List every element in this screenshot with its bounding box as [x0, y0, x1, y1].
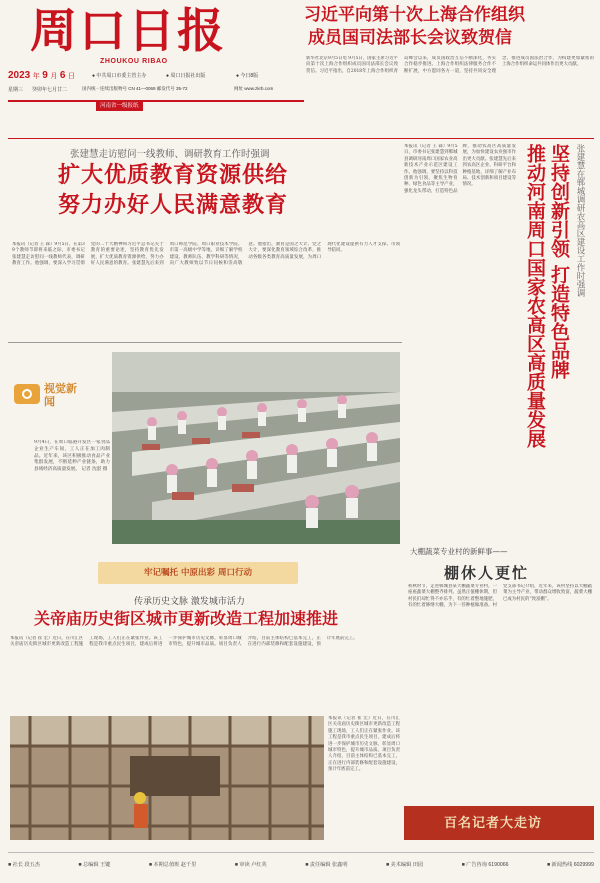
bottom-banner-text: 牢记嘱托 中原出彩 周口行动 — [144, 568, 252, 578]
footer-item: ■ 新闻热线 6029999 — [546, 862, 594, 868]
website[interactable]: 网址 www.zkrb.com — [234, 86, 274, 91]
bottom-story-kicker: 传承历史文脉 激发城市活力 — [134, 597, 245, 607]
pages: ● 今日8版 — [236, 73, 259, 79]
weekday: 星期三 — [8, 87, 24, 93]
cn-number: 国内统一连续出版物号 CN 41—0069 邮发代号 35-72 — [82, 86, 188, 91]
main-story[interactable] — [8, 140, 402, 340]
top-headline[interactable] — [304, 4, 594, 50]
date-year: 2023 — [8, 70, 31, 81]
main-story-kicker: 张建慧走访慰问一线教师、调研教育工作时强调 — [70, 149, 270, 160]
level-badge — [96, 102, 143, 111]
footer-item: ■ 美术编辑 田园 — [385, 862, 424, 868]
date-bar — [8, 70, 304, 100]
company: ● 周口日报社出版 — [166, 73, 206, 79]
main-story-body: 本报讯（记者 王 森）9月5日，在第39个教师节即将来临之际，市委书记张建慧走访慰问一线教师代表，调研教育工作。他强调，要深入学习贯彻党的二十大精神和习近平总书记关于教育的重要论述，坚持教育优先发展，扩大优质教育资源供给，努力办好人民满意的教育。张建慧先后来到周口师范学院、周口职业技术学院、市第一高级中学等地，详细了解学校建设、教师队伍、教学科研等情况，向广大教师致以节日问候和崇高敬意。他指出，教育是国之大计、党之大计，要深化教育领域综合改革，推动各级各类教育高质量发展，为周口现代化建设提供有力人才支撑。市领导陪同。 — [12, 242, 400, 267]
top-divider — [8, 138, 594, 139]
feature-body: 初秋时节，走进郸城县某大棚蔬菜专业村，一座座蔬菜大棚整齐排列。虽然正值棚休期，但村民们却忙得不亦乐乎，有的忙着整地施肥，有的忙着修缮大棚，为下一茬种植做准备。村党支部书记介绍，近年来，该村坚持以大棚蔬菜为主导产业，带动群众增收致富，蔬菜大棚已成为村民的“致富棚”。 — [408, 584, 592, 609]
main-story-title2: 努力办好人民满意教育 — [58, 193, 289, 218]
construction-photo — [10, 716, 324, 840]
feature-kicker: 大棚蔬菜专业村的新鲜事—— — [410, 547, 508, 556]
lunar: 癸卯年七月廿二 — [32, 87, 68, 93]
top-headline-body: 新华社北京9月5日电 9月5日，国家主席习近平向第十次上海合作组织成员国司法部长会议致贺信。习近平指出，自2018年上海合作组织青岛峰会以来，成员国政治互信不断深化，务实合作稳步推进。上海合作组织法律服务合作不断扩展，中方愿同各方一道，坚持共同安全理念，推进成员国法治合作，为构建更加紧密的上海合作组织命运共同体作出更大贡献。 — [306, 56, 594, 74]
top-headline-line1: 习近平向第十次上海合作组织 — [304, 5, 525, 25]
factory-photo-svg — [112, 352, 400, 544]
footer-item: ■ 本期总值班 赵千里 — [148, 862, 197, 868]
feature-title: 棚休人更忙 — [444, 564, 530, 582]
side-story-body: 本报讯（记者 王 森）9月5日，市委书记张建慧到郸城县调研河南周口国家农业高新技术产业示范区建设工作。他强调，要坚持以科技创新为引领，聚焦生物育种、绿色食品等主导产业，强化龙头带动，打造特色品牌，推动农高区高质量发展，为加快建设农业强市作出更大贡献。张建慧先后来到农高区企业、科研平台和种植基地，详细了解产业布局、技术创新和项目建设等情况。 — [404, 144, 516, 194]
bottom-story-body-cont: 本报讯（记者 崔 宏）近日，在川汇区关帝庙历史街区城市更新改造工程施工现场，工人们正在紧张作业。该工程是我市重点民生项目，建成后将进一步保护城市历史文脉，彰显周口城市特色，提升城市品质。项目负责人介绍，目前主体结构已基本完工，正在进行内部装修和配套设施建设，预计年底前完工。 — [328, 716, 400, 773]
photo-news-badge-label: 视觉新闻 — [44, 382, 77, 408]
masthead — [8, 6, 293, 58]
feature-column-label: 百名记者大走访 — [444, 816, 543, 831]
footer-item: ■ 总编辑 王键 — [78, 862, 111, 868]
side-story-title1: 坚持创新引领 打造特色品牌 — [548, 144, 570, 379]
footer-item: ■ 社长 段五杰 — [8, 862, 40, 868]
date-day-unit: 日 — [67, 73, 75, 80]
publisher: ● 中共周口市委主管主办 — [92, 73, 147, 79]
side-story-kicker: 张建慧在郸城调研农高区建设工作时强调 — [575, 144, 585, 297]
photo-news-caption-text: 9月4日，在周口临港开发区一家食品企业生产车间，工人正在加工肉制品。近年来，该区积极推动食品产业集群发展，不断延伸产业链条，助力县域经济高质量发展。 — [34, 440, 110, 473]
date-day: 6 — [59, 70, 66, 81]
bottom-story[interactable] — [8, 560, 400, 842]
bottom-story-body: 本报讯（记者 崔 宏）近日，在川汇区关帝庙历史街区城市更新改造工程施工现场，工人们正在紧张作业。该工程是我市重点民生项目，建成后将进一步保护城市历史文脉，彰显周口城市特色，提升城市品质。项目负责人介绍，目前主体结构已基本完工，正在进行内部装修和配套设施建设，预计年底前完工。 — [10, 636, 358, 648]
photo-news-badge — [14, 380, 94, 420]
bottom-story-title: 关帝庙历史街区城市更新改造工程加速推进 — [34, 609, 339, 628]
date-month: 9 — [42, 70, 48, 81]
bottom-story-body-2 — [328, 716, 400, 840]
date-month-unit: 月 — [50, 73, 58, 80]
level-badge-text: 河南省一级报纸 — [100, 103, 139, 109]
newspaper-logo: 周口日报 — [30, 4, 226, 59]
date-year-unit: 年 — [32, 73, 40, 80]
footer — [8, 852, 594, 878]
photo-news-credit: 记者 沈湛 摄 — [81, 467, 108, 473]
camera-icon — [14, 384, 40, 404]
footer-item: ■ 审读 卢红英 — [234, 862, 267, 868]
photo-news-caption — [34, 440, 110, 550]
side-story-title2: 推动河南周口国家农高区高质量发展 — [524, 144, 546, 448]
top-headline-line2: 成员国司法部长会议致贺信 — [308, 28, 512, 48]
main-divider — [8, 342, 402, 343]
footer-item: ■ 广告咨询 6190066 — [461, 862, 509, 868]
masthead-pinyin: ZHOUKOU RIBAO — [100, 58, 168, 65]
bottom-banner — [98, 562, 298, 584]
side-story[interactable] — [402, 140, 594, 540]
feature-story[interactable] — [404, 544, 594, 842]
factory-photo — [112, 352, 400, 544]
footer-items — [8, 853, 594, 868]
footer-item: ■ 责任编辑 张鑫明 — [305, 862, 348, 868]
masthead-rule — [8, 100, 304, 102]
feature-column-banner — [404, 806, 594, 840]
construction-photo-svg — [10, 716, 324, 840]
main-story-title1: 扩大优质教育资源供给 — [58, 163, 289, 188]
